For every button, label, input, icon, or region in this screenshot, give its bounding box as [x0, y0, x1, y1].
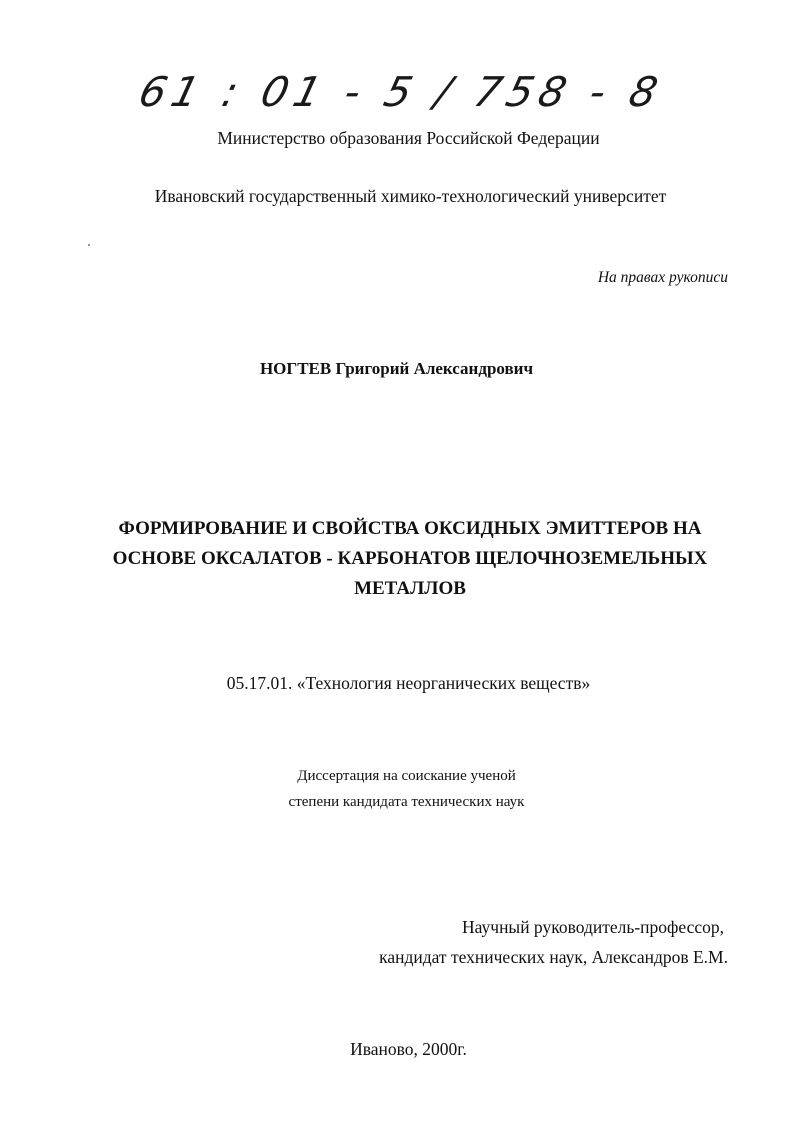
- dissertation-title: [60, 514, 760, 604]
- place-year: Иваново, 2000г.: [350, 1039, 467, 1059]
- dissertation-line: степени кандидата технических наук: [288, 794, 525, 810]
- title-line: МЕТАЛЛОВ: [354, 578, 466, 599]
- author-name: НОГТЕВ Григорий Александрович: [259, 359, 534, 378]
- title-line: ФОРМИРОВАНИЕ И СВОЙСТВА ОКСИДНЫХ ЭМИТТЕРОВ НА: [118, 518, 702, 539]
- supervisor-line: кандидат технических наук, Александров Е.М.: [379, 947, 728, 967]
- supervisor-block: [379, 912, 728, 972]
- ministry-heading: Министерство образования Российской Федерации: [217, 128, 600, 148]
- dissertation-line: Диссертация на соискание ученой: [297, 768, 516, 784]
- scan-speck: [88, 244, 90, 246]
- dissertation-description: [0, 763, 793, 815]
- university-heading: Ивановский государственный химико-технологический университет: [154, 186, 667, 206]
- supervisor-line: Научный руководитель-профессор,: [462, 917, 724, 937]
- specialty-code: 05.17.01. «Технология неорганических веществ»: [226, 673, 591, 693]
- title-line: ОСНОВЕ ОКСАЛАТОВ - КАРБОНАТОВ ЩЕЛОЧНОЗЕМЕЛЬНЫХ: [112, 548, 708, 569]
- manuscript-rights-note: На правах рукописи: [597, 269, 728, 286]
- archive-code-handwritten: 61 : 01 - 5 / 758 - 8: [134, 68, 669, 116]
